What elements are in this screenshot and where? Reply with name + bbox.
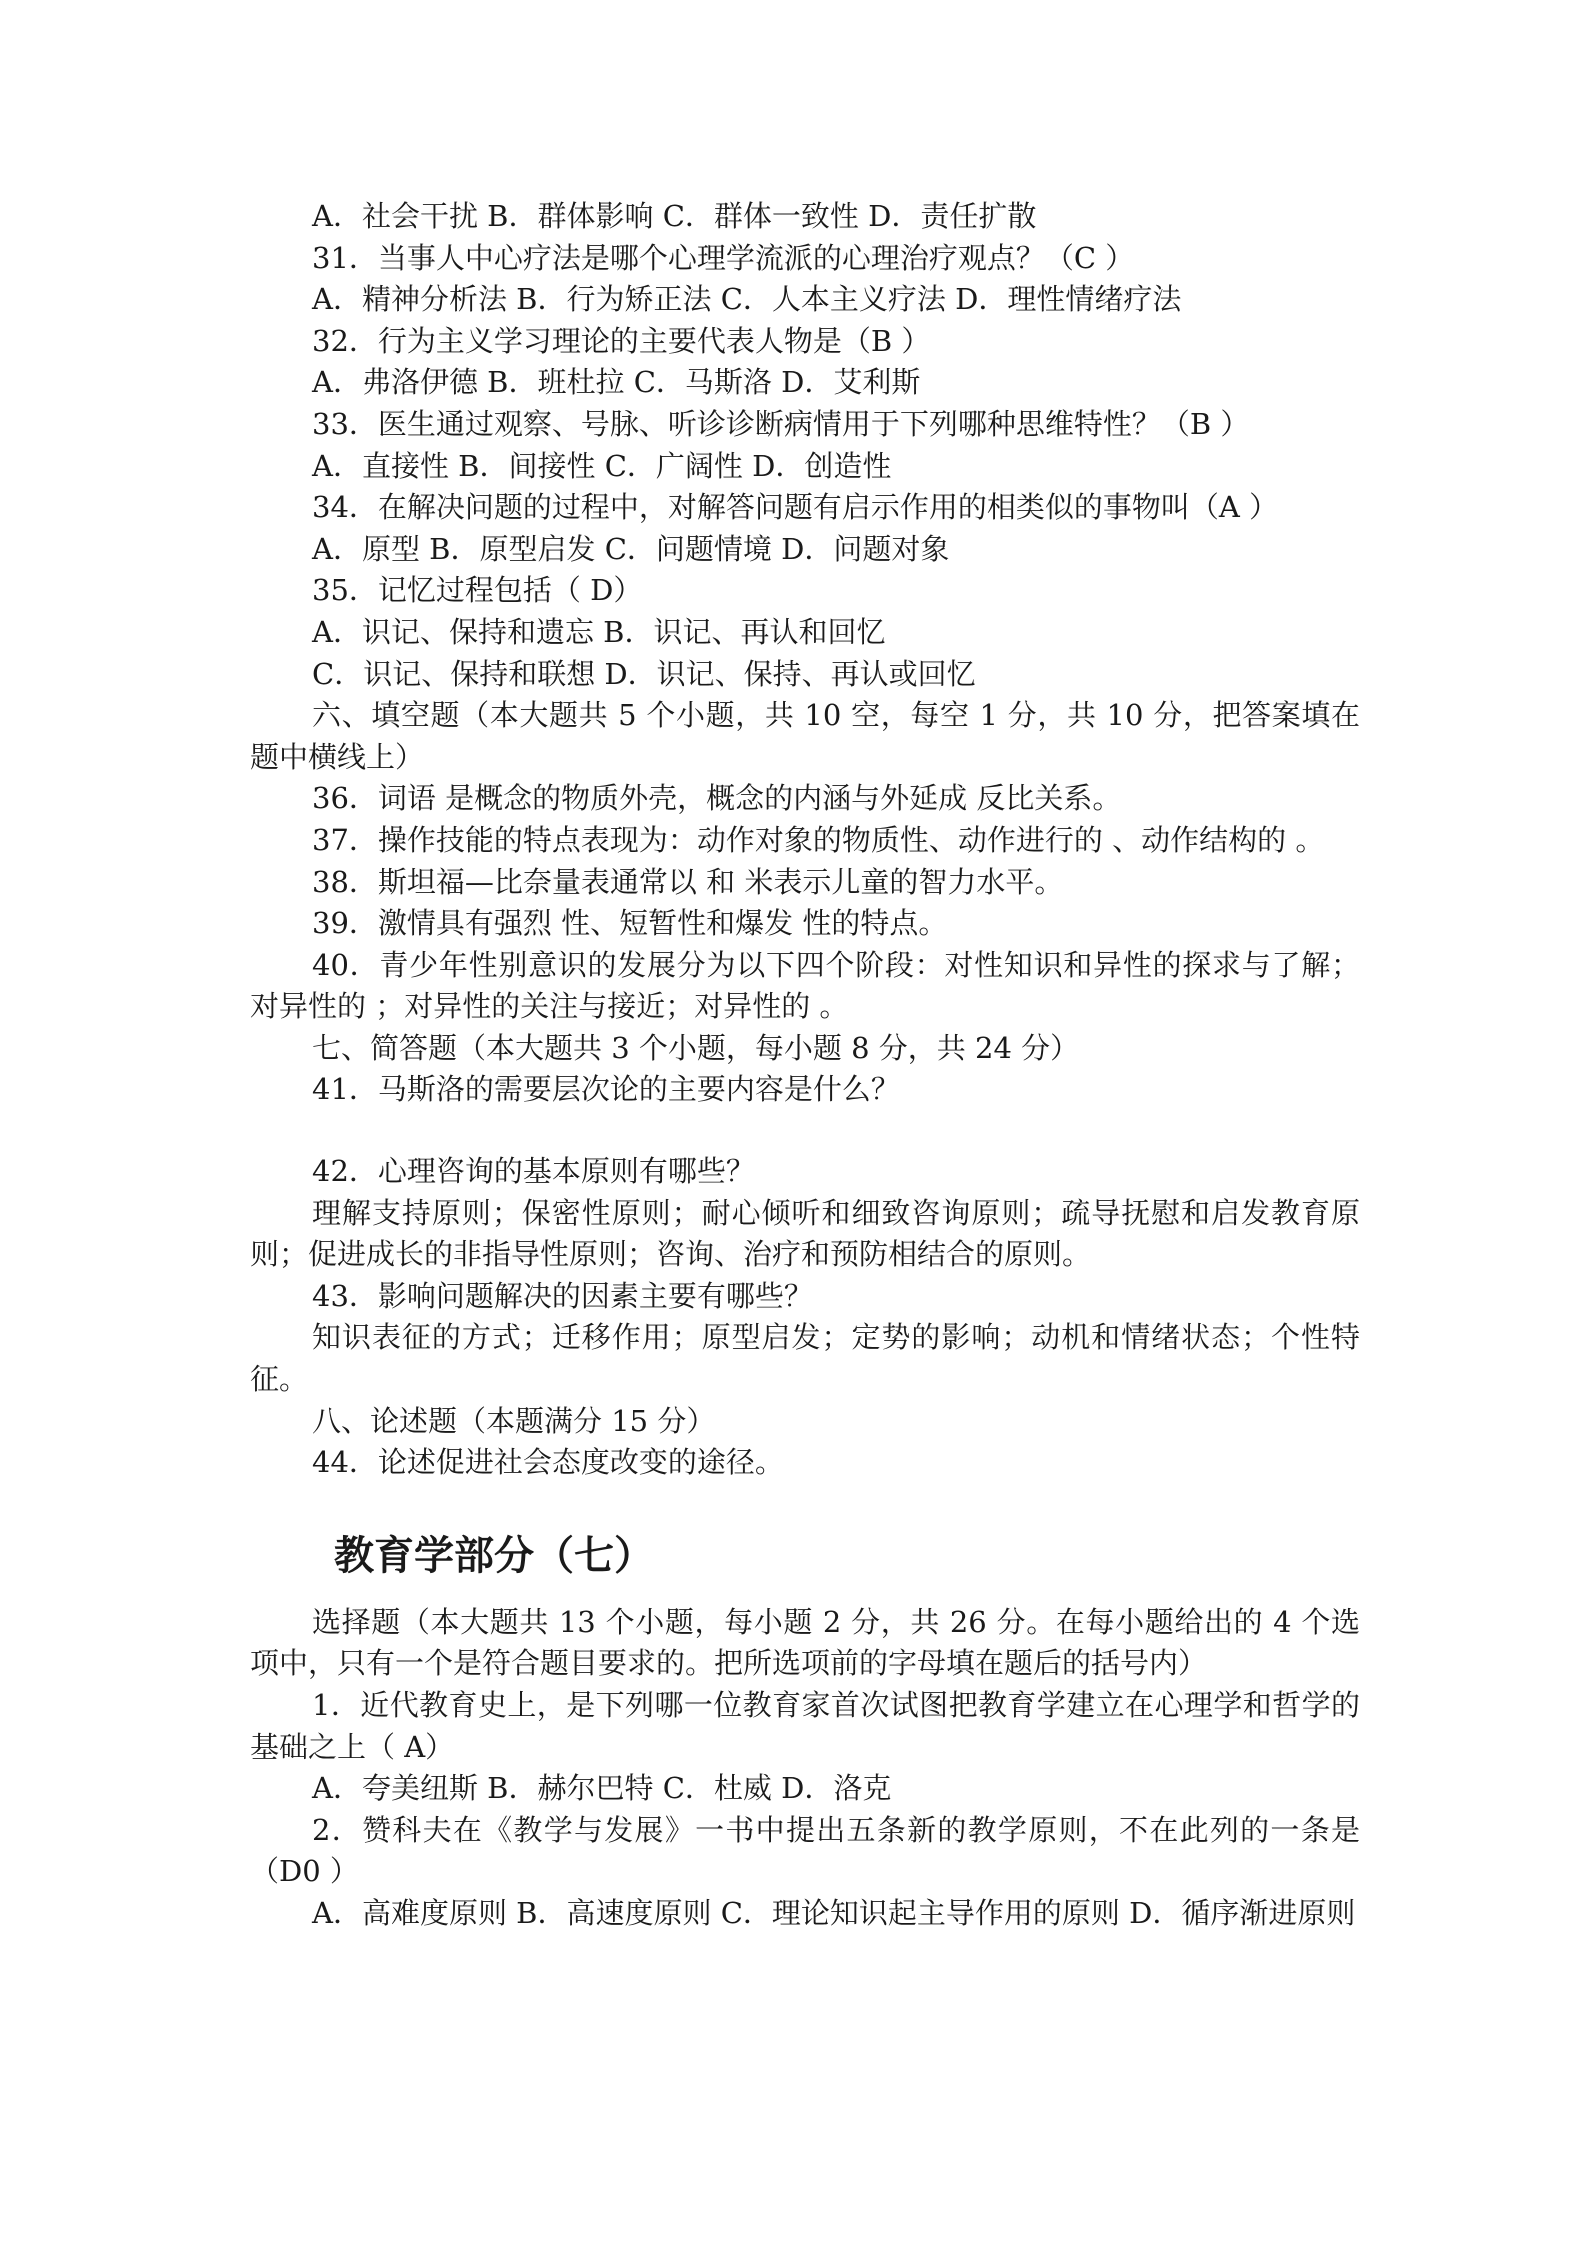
q32-options: A．弗洛伊德 B．班杜拉 C．马斯洛 D．艾利斯 [312, 365, 921, 400]
q43-answer: 知识表征的方式；迁移作用；原型启发；定势的影响；动机和情绪状态；个性特征。 [250, 1320, 1360, 1397]
answer-space [250, 1111, 1360, 1151]
section7-heading: 七、简答题（本大题共 3 个小题，每小题 8 分，共 24 分） [312, 1030, 1080, 1065]
edu-q1-options: A．夸美纽斯 B．赫尔巴特 C．杜威 D．洛克 [312, 1771, 892, 1806]
q44-question: 44．论述促进社会态度改变的途径。 [312, 1445, 784, 1480]
section8-heading: 八、论述题（本题满分 15 分） [312, 1403, 716, 1438]
q34-question: 34．在解决问题的过程中，对解答问题有启示作用的相类似的事物叫（A ） [312, 490, 1279, 525]
q42-answer: 理解支持原则；保密性原则；耐心倾听和细致咨询原则；疏导抚慰和启发教育原则；促进成长的非指导性原则；咨询、治疗和预防相结合的原则。 [250, 1195, 1360, 1272]
q43-question: 43．影响问题解决的因素主要有哪些？ [312, 1278, 813, 1313]
q34-options: A．原型 B．原型启发 C．问题情境 D．问题对象 [312, 531, 950, 566]
q38-question: 38．斯坦福—比奈量表通常以 和 米表示儿童的智力水平。 [312, 864, 1064, 899]
q35-options-cd: C．识记、保持和联想 D．识记、保持、再认或回忆 [312, 656, 976, 691]
q31-question: 31．当事人中心疗法是哪个心理学流派的心理治疗观点？（C ） [312, 240, 1135, 275]
section-title: 教育学部分（七） [334, 1532, 654, 1579]
q36-question: 36．词语 是概念的物质外壳，概念的内涵与外延成 反比关系。 [312, 781, 1122, 816]
q35-question: 35．记忆过程包括（ D） [312, 573, 643, 608]
q37-question: 37．操作技能的特点表现为：动作对象的物质性、动作进行的 、动作结构的 。 [312, 822, 1325, 857]
page-content [250, 196, 1360, 1935]
section6-heading: 六、填空题（本大题共 5 个小题，共 10 空，每空 1 分，共 10 分，把答案填在题中横线上） [250, 698, 1360, 774]
edu-q1-question: 1．近代教育史上，是下列哪一位教育家首次试图把教育学建立在心理学和哲学的基础之上（ A） [250, 1688, 1360, 1764]
q35-options-ab: A．识记、保持和遗忘 B．识记、再认和回忆 [312, 614, 886, 649]
edu-q2-question: 2．赞科夫在《教学与发展》一书中提出五条新的教学原则，不在此列的一条是（D0 ） [250, 1812, 1360, 1889]
edu-intro: 选择题（本大题共 13 个小题，每小题 2 分，共 26 分。在每小题给出的 4 个选项中，只有一个是符合题目要求的。把所选项前的字母填在题后的括号内） [250, 1604, 1360, 1681]
edu-q2-options: A．高难度原则 B．高速度原则 C．理论知识起主导作用的原则 D．循序渐进原则 [312, 1895, 1356, 1930]
q33-options: A．直接性 B．间接性 C．广阔性 D．创造性 [312, 448, 892, 483]
q30-options: A．社会干扰 B．群体影响 C．群体一致性 D．责任扩散 [312, 199, 1037, 233]
q39-question: 39．激情具有强烈 性、短暂性和爆发 性的特点。 [312, 906, 948, 941]
q32-question: 32．行为主义学习理论的主要代表人物是（B ） [312, 323, 931, 358]
q41-question: 41．马斯洛的需要层次论的主要内容是什么？ [312, 1072, 900, 1107]
q42-question: 42．心理咨询的基本原则有哪些？ [312, 1154, 755, 1189]
q33-question: 33．医生通过观察、号脉、听诊诊断病情用于下列哪种思维特性？（B ） [312, 406, 1250, 441]
q40-question: 40．青少年性别意识的发展分为以下四个阶段：对性知识和异性的探求与了解；对异性的 ；对异性的关注与接近；对异性的 。 [250, 947, 1360, 1024]
q31-options: A．精神分析法 B．行为矫正法 C．人本主义疗法 D．理性情绪疗法 [312, 282, 1182, 317]
